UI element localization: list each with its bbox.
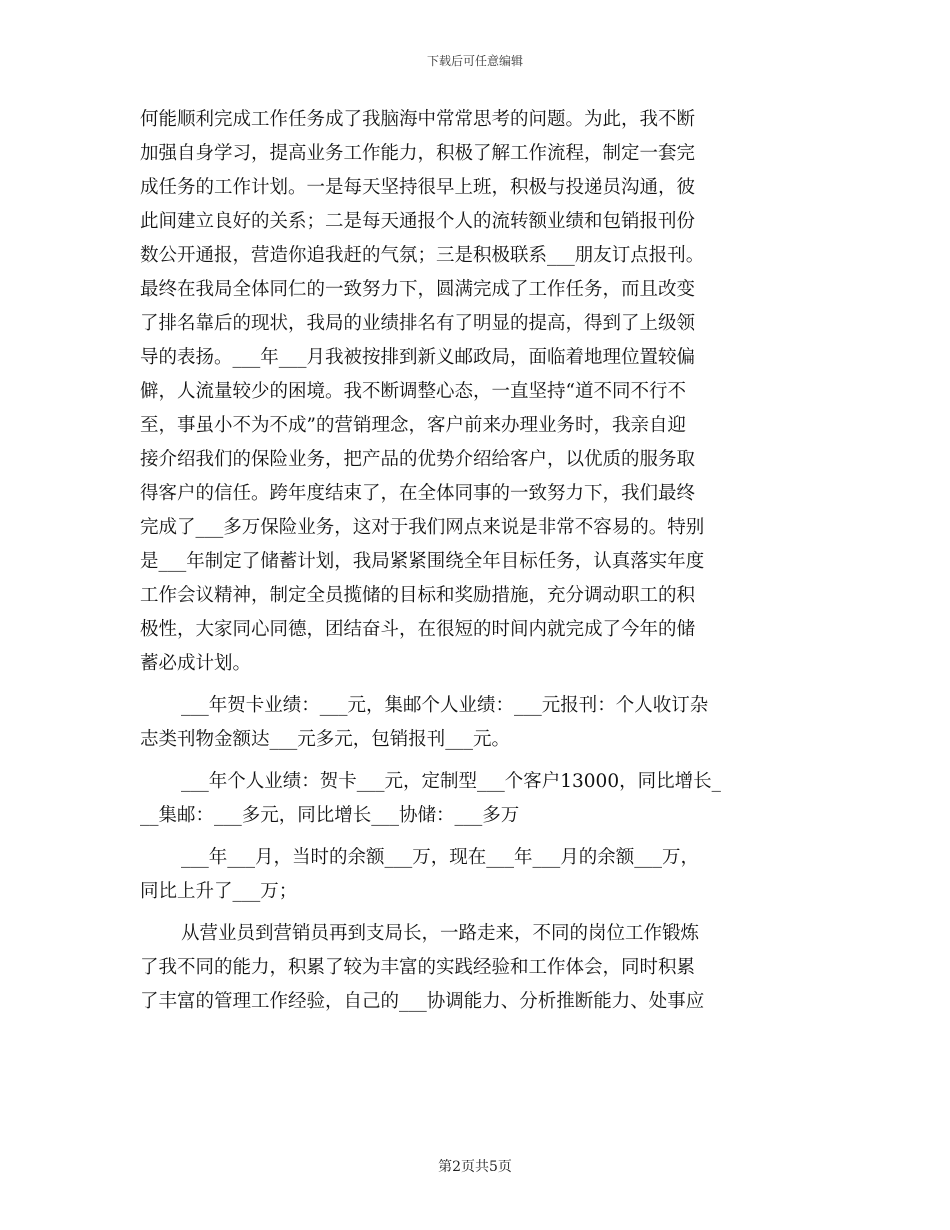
text-line: 是___年制定了储蓄计划，我局紧紧围绕全年目标任务，认真落实年度	[140, 551, 705, 572]
page-header: 下载后可任意编辑	[426, 54, 523, 68]
text-line: 蓄必成计划。	[140, 653, 252, 674]
text-line: 极性，大家同心同德，团结奋斗，在很短的时间内就完成了今年的储	[140, 619, 696, 640]
text-line: ___年贺卡业绩：___元，集邮个人业绩：___元报刊：个人收订杂	[181, 695, 709, 716]
text-line: 了丰富的管理工作经验，自己的___协调能力、分析推断能力、处事应	[140, 991, 705, 1012]
text-line: 了我不同的能力，积累了较为丰富的实践经验和工作体会，同时积累	[140, 957, 696, 978]
paragraph-2	[140, 689, 820, 757]
text-line: 僻，人流量较少的困境。我不断调整心态，一直坚持“道不同不行不	[140, 381, 686, 402]
text-line: 最终在我局全体同仁的一致努力下，圆满完成了工作任务，而且改变	[140, 279, 696, 300]
text-line: 成任务的工作计划。一是每天坚持很早上班，积极与投递员沟通，彼	[140, 177, 696, 198]
text-line: 工作会议精神，制定全员揽储的目标和奖励措施，充分调动职工的积	[140, 585, 696, 606]
text-line: 了排名靠后的现状，我局的业绩排名有了明显的提高，得到了上级领	[140, 313, 696, 334]
text-line: 得客户的信任。跨年度结束了，在全体同事的一致努力下，我们最终	[140, 483, 696, 504]
text-line: 从营业员到营销员再到支局长，一路走来，不同的岗位工作锻炼	[181, 923, 700, 944]
text-line: 此间建立良好的关系；二是每天通报个人的流转额业绩和包销报刊份	[140, 211, 696, 232]
text-line: 数公开通报，营造你追我赶的气氛；三是积极联系___朋友订点报刊。	[140, 245, 705, 266]
text-line: 何能顺利完成工作任务成了我脑海中常常思考的问题。为此，我不断	[140, 109, 696, 130]
text-line: __集邮：___多元，同比增长___协储：___多万	[140, 805, 520, 826]
text-line: 加强自身学习，提高业务工作能力，积极了解工作流程，制定一套完	[140, 143, 696, 164]
document-body	[140, 103, 820, 1019]
paragraph-5	[140, 917, 820, 1019]
text-line: 同比上升了___万；	[140, 881, 298, 902]
text-line: ___年个人业绩：贺卡___元，定制型___个客户13000，同比增长_	[181, 771, 721, 792]
paragraph-4	[140, 841, 820, 909]
paragraph-3	[140, 765, 820, 833]
paragraph-1	[140, 103, 820, 681]
text-line: 完成了___多万保险业务，这对于我们网点来说是非常不容易的。特别	[140, 517, 705, 538]
page-footer: 第2页共5页	[438, 1159, 512, 1175]
text-line: 至，事虽小不为不成”的营销理念，客户前来办理业务时，我亲自迎	[140, 415, 686, 436]
text-line: ___年___月，当时的余额___万，现在___年___月的余额___万，	[181, 847, 700, 868]
text-line: 导的表扬。___年___月我被按排到新义邮政局，面临着地理位置较偏	[140, 347, 696, 368]
text-line: 志类刊物金额达___元多元，包销报刊___元。	[140, 729, 511, 750]
text-line: 接介绍我们的保险业务，把产品的优势介绍给客户，以优质的服务取	[140, 449, 696, 470]
